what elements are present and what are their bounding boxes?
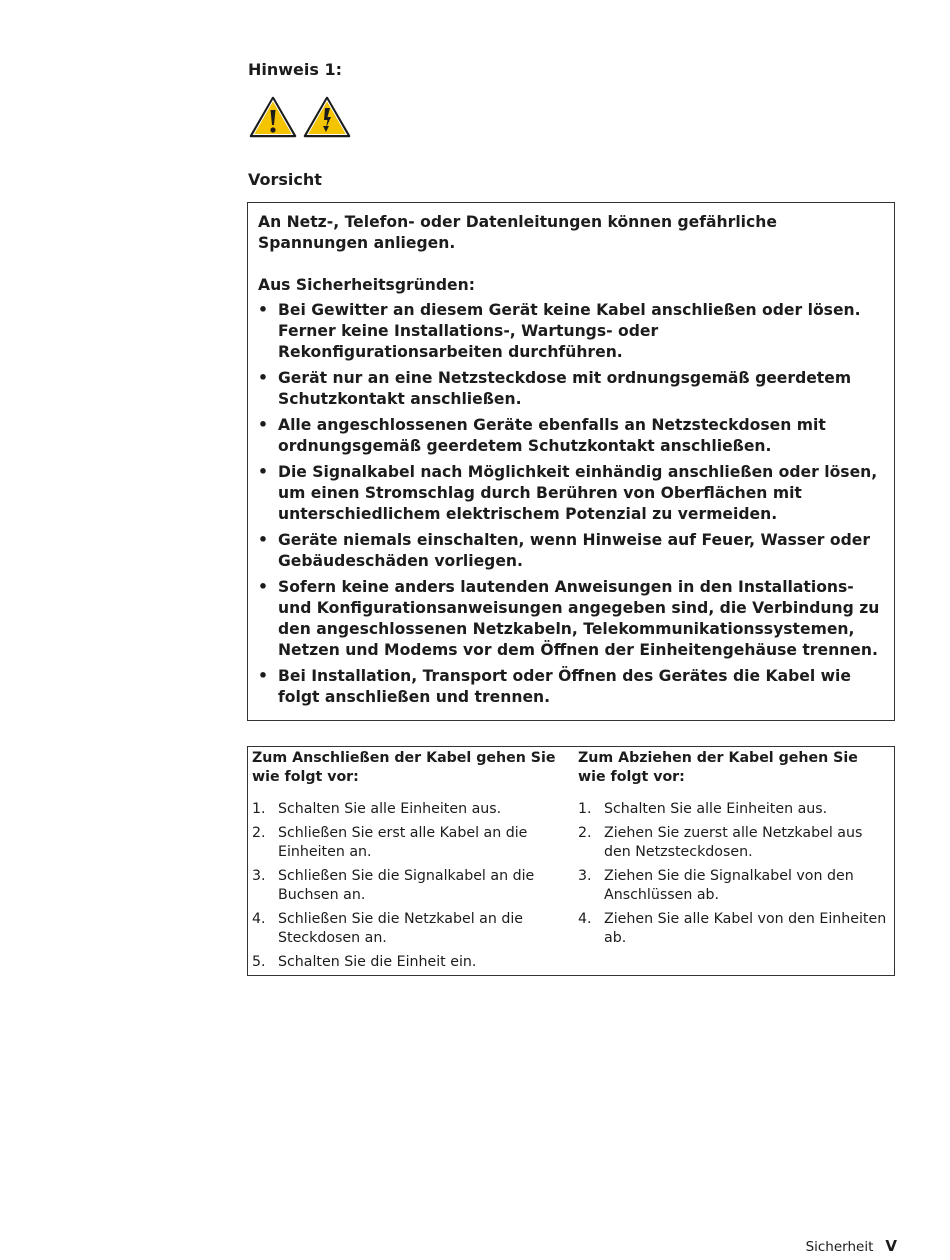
step-number: 3. (252, 868, 266, 884)
caution-item: • Bei Gewitter an diesem Gerät keine Kabel anschließen oder lösen. Ferner keine Installations-, Wartungs- oder Rekonfigurationsarbeiten durchführen. (258, 300, 884, 363)
disconnect-step (578, 800, 890, 819)
caution-intro: An Netz-, Telefon- oder Datenleitungen können gefährliche Spannungen anliegen. (258, 213, 777, 252)
caution-item: • Die Signalkabel nach Möglichkeit einhändig anschließen oder lösen, um einen Stromschlag durch Berühren von Oberflächen mit unterschiedlichem elektrischem Potenzial zu vermeiden. (258, 462, 884, 525)
caution-label: Vorsicht (248, 170, 322, 189)
cable-procedure-table (247, 746, 895, 976)
step-number: 3. (578, 868, 592, 884)
connect-column (248, 747, 574, 975)
disconnect-step (578, 824, 890, 862)
step-text: Schließen Sie erst alle Kabel an die Einheiten an. (278, 825, 528, 860)
page-number: V (885, 1237, 897, 1255)
step-text: Ziehen Sie zuerst alle Netzkabel aus den Netzsteckdosen. (604, 825, 863, 860)
step-text: Schalten Sie die Einheit ein. (278, 954, 477, 970)
caution-item: • Bei Installation, Transport oder Öffnen des Gerätes die Kabel wie folgt anschließen und trennen. (258, 666, 884, 708)
hazard-icons (249, 95, 351, 139)
disconnect-steps (578, 800, 890, 948)
connect-steps (252, 800, 570, 972)
caution-box (247, 202, 895, 721)
disconnect-step (578, 867, 890, 905)
step-number: 5. (252, 954, 266, 970)
electrical-hazard-icon (303, 95, 351, 139)
connect-step (252, 824, 570, 862)
step-number: 2. (578, 825, 592, 841)
connect-step (252, 910, 570, 948)
caution-item: • Sofern keine anders lautenden Anweisungen in den Installations- und Konfigurationsanweisungen angegeben sind, die Verbindung zu den angeschlossenen Netzkabeln, Telekommunikationssystemen, Netzen und Modems vor dem Öffnen der Einheitengehäuse trennen. (258, 577, 884, 661)
connect-step (252, 867, 570, 905)
connect-step (252, 953, 570, 972)
caution-list (258, 300, 884, 708)
disconnect-step (578, 910, 890, 948)
caution-reasons-heading: Aus Sicherheitsgründen: (258, 276, 475, 294)
step-number: 4. (578, 911, 592, 927)
connect-heading: Zum Anschließen der Kabel gehen Sie wie folgt vor: (252, 750, 556, 785)
disconnect-column (574, 747, 894, 975)
step-number: 1. (252, 801, 266, 817)
disconnect-heading: Zum Abziehen der Kabel gehen Sie wie folgt vor: (578, 750, 858, 785)
step-text: Ziehen Sie alle Kabel von den Einheiten ab. (604, 911, 887, 946)
step-text: Schließen Sie die Netzkabel an die Steckdosen an. (278, 911, 524, 946)
warning-exclamation-icon (249, 95, 297, 139)
step-number: 1. (578, 801, 592, 817)
connect-step (252, 800, 570, 819)
caution-item: • Gerät nur an eine Netzsteckdose mit ordnungsgemäß geerdetem Schutzkontakt anschließen. (258, 368, 884, 410)
step-text: Schließen Sie die Signalkabel an die Buchsen an. (278, 868, 535, 903)
page-footer (806, 1237, 897, 1255)
step-text: Schalten Sie alle Einheiten aus. (278, 801, 502, 817)
step-text: Ziehen Sie die Signalkabel von den Anschlüssen ab. (604, 868, 854, 903)
step-number: 4. (252, 911, 266, 927)
step-number: 2. (252, 825, 266, 841)
caution-item: • Alle angeschlossenen Geräte ebenfalls an Netzsteckdosen mit ordnungsgemäß geerdetem Schutzkontakt anschließen. (258, 415, 884, 457)
footer-section-title: Sicherheit (805, 1239, 874, 1255)
notice-heading: Hinweis 1: (248, 60, 343, 79)
caution-item: • Geräte niemals einschalten, wenn Hinweise auf Feuer, Wasser oder Gebäudeschäden vorliegen. (258, 530, 884, 572)
step-text: Schalten Sie alle Einheiten aus. (604, 801, 828, 817)
